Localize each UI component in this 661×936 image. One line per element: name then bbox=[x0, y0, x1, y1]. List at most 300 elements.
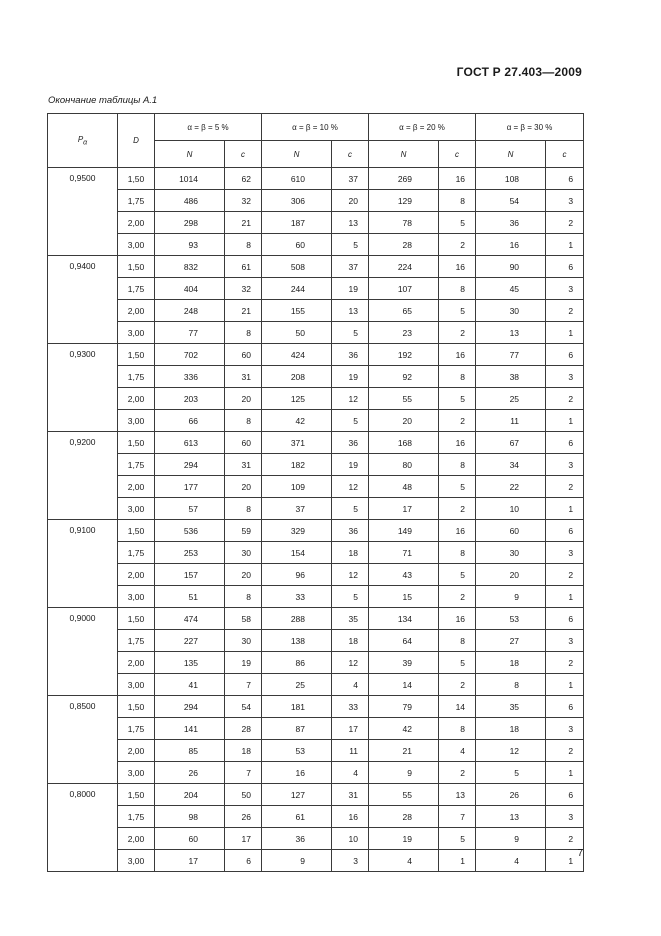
c-value-cell: 32 bbox=[225, 190, 262, 212]
n-value-cell: 168 bbox=[369, 432, 439, 454]
c-value-cell: 8 bbox=[439, 630, 476, 652]
table-row bbox=[48, 366, 584, 388]
n-value-cell: 109 bbox=[262, 476, 332, 498]
n-value-cell: 37 bbox=[262, 498, 332, 520]
table-row bbox=[48, 410, 584, 432]
c-value-cell: 2 bbox=[439, 322, 476, 344]
n-value-cell: 329 bbox=[262, 520, 332, 542]
n-value-cell: 108 bbox=[476, 168, 546, 190]
table-row bbox=[48, 168, 584, 190]
table-body bbox=[48, 168, 584, 872]
d-cell: 1,75 bbox=[118, 190, 155, 212]
d-cell: 3,00 bbox=[118, 762, 155, 784]
d-cell: 2,00 bbox=[118, 300, 155, 322]
n-value-cell: 187 bbox=[262, 212, 332, 234]
c-value-cell: 5 bbox=[439, 388, 476, 410]
sub-header-c: c bbox=[332, 141, 369, 168]
c-value-cell: 18 bbox=[332, 630, 369, 652]
n-value-cell: 1014 bbox=[155, 168, 225, 190]
c-value-cell: 1 bbox=[546, 410, 584, 432]
table-row bbox=[48, 542, 584, 564]
c-value-cell: 2 bbox=[546, 740, 584, 762]
n-value-cell: 10 bbox=[476, 498, 546, 520]
n-value-cell: 36 bbox=[476, 212, 546, 234]
table-row bbox=[48, 256, 584, 278]
n-value-cell: 20 bbox=[369, 410, 439, 432]
table-row bbox=[48, 212, 584, 234]
c-value-cell: 3 bbox=[546, 806, 584, 828]
n-value-cell: 536 bbox=[155, 520, 225, 542]
c-value-cell: 6 bbox=[546, 256, 584, 278]
table-row bbox=[48, 674, 584, 696]
n-value-cell: 294 bbox=[155, 696, 225, 718]
n-value-cell: 16 bbox=[476, 234, 546, 256]
n-value-cell: 298 bbox=[155, 212, 225, 234]
sub-header-c: c bbox=[546, 141, 584, 168]
c-value-cell: 21 bbox=[225, 212, 262, 234]
n-value-cell: 125 bbox=[262, 388, 332, 410]
c-value-cell: 3 bbox=[546, 366, 584, 388]
n-value-cell: 19 bbox=[369, 828, 439, 850]
d-cell: 1,75 bbox=[118, 366, 155, 388]
table-row bbox=[48, 608, 584, 630]
page-number: 7 bbox=[577, 848, 583, 859]
n-value-cell: 77 bbox=[155, 322, 225, 344]
n-value-cell: 50 bbox=[262, 322, 332, 344]
c-value-cell: 5 bbox=[439, 476, 476, 498]
n-value-cell: 85 bbox=[155, 740, 225, 762]
probability-cell: 0,9400 bbox=[48, 256, 118, 344]
n-value-cell: 90 bbox=[476, 256, 546, 278]
c-value-cell: 50 bbox=[225, 784, 262, 806]
n-value-cell: 78 bbox=[369, 212, 439, 234]
d-cell: 2,00 bbox=[118, 564, 155, 586]
n-value-cell: 127 bbox=[262, 784, 332, 806]
c-value-cell: 19 bbox=[332, 366, 369, 388]
c-value-cell: 16 bbox=[439, 168, 476, 190]
n-value-cell: 9 bbox=[262, 850, 332, 872]
n-value-cell: 51 bbox=[155, 586, 225, 608]
n-value-cell: 157 bbox=[155, 564, 225, 586]
n-value-cell: 203 bbox=[155, 388, 225, 410]
n-value-cell: 4 bbox=[476, 850, 546, 872]
c-value-cell: 1 bbox=[546, 674, 584, 696]
n-value-cell: 244 bbox=[262, 278, 332, 300]
n-value-cell: 248 bbox=[155, 300, 225, 322]
n-value-cell: 204 bbox=[155, 784, 225, 806]
n-value-cell: 154 bbox=[262, 542, 332, 564]
n-value-cell: 227 bbox=[155, 630, 225, 652]
c-value-cell: 8 bbox=[439, 542, 476, 564]
c-value-cell: 5 bbox=[439, 300, 476, 322]
n-value-cell: 21 bbox=[369, 740, 439, 762]
c-value-cell: 2 bbox=[546, 476, 584, 498]
probability-cell: 0,9300 bbox=[48, 344, 118, 432]
n-value-cell: 474 bbox=[155, 608, 225, 630]
n-value-cell: 138 bbox=[262, 630, 332, 652]
n-value-cell: 129 bbox=[369, 190, 439, 212]
c-value-cell: 3 bbox=[546, 542, 584, 564]
c-value-cell: 6 bbox=[546, 608, 584, 630]
n-value-cell: 23 bbox=[369, 322, 439, 344]
d-cell: 1,50 bbox=[118, 784, 155, 806]
c-value-cell: 13 bbox=[332, 300, 369, 322]
n-value-cell: 404 bbox=[155, 278, 225, 300]
d-cell: 2,00 bbox=[118, 388, 155, 410]
c-value-cell: 2 bbox=[439, 410, 476, 432]
n-value-cell: 45 bbox=[476, 278, 546, 300]
c-value-cell: 12 bbox=[332, 564, 369, 586]
n-value-cell: 181 bbox=[262, 696, 332, 718]
c-value-cell: 5 bbox=[332, 498, 369, 520]
n-value-cell: 60 bbox=[262, 234, 332, 256]
c-value-cell: 2 bbox=[439, 674, 476, 696]
table-row bbox=[48, 520, 584, 542]
n-value-cell: 27 bbox=[476, 630, 546, 652]
sub-header-n: N bbox=[369, 141, 439, 168]
probability-cell: 0,9100 bbox=[48, 520, 118, 608]
n-value-cell: 71 bbox=[369, 542, 439, 564]
c-value-cell: 2 bbox=[439, 498, 476, 520]
c-value-cell: 8 bbox=[225, 586, 262, 608]
n-value-cell: 14 bbox=[369, 674, 439, 696]
n-value-cell: 53 bbox=[262, 740, 332, 762]
c-value-cell: 59 bbox=[225, 520, 262, 542]
n-value-cell: 18 bbox=[476, 652, 546, 674]
c-value-cell: 16 bbox=[439, 344, 476, 366]
header-row-groups bbox=[48, 114, 584, 141]
n-value-cell: 33 bbox=[262, 586, 332, 608]
d-cell: 3,00 bbox=[118, 498, 155, 520]
c-value-cell: 61 bbox=[225, 256, 262, 278]
c-value-cell: 6 bbox=[546, 696, 584, 718]
d-cell: 3,00 bbox=[118, 322, 155, 344]
n-value-cell: 269 bbox=[369, 168, 439, 190]
n-value-cell: 41 bbox=[155, 674, 225, 696]
n-value-cell: 39 bbox=[369, 652, 439, 674]
n-value-cell: 135 bbox=[155, 652, 225, 674]
n-value-cell: 702 bbox=[155, 344, 225, 366]
c-value-cell: 58 bbox=[225, 608, 262, 630]
c-value-cell: 6 bbox=[546, 344, 584, 366]
n-value-cell: 141 bbox=[155, 718, 225, 740]
n-value-cell: 77 bbox=[476, 344, 546, 366]
c-value-cell: 18 bbox=[225, 740, 262, 762]
c-value-cell: 12 bbox=[332, 388, 369, 410]
c-value-cell: 32 bbox=[225, 278, 262, 300]
c-value-cell: 8 bbox=[225, 322, 262, 344]
c-value-cell: 60 bbox=[225, 344, 262, 366]
table-row bbox=[48, 190, 584, 212]
c-value-cell: 30 bbox=[225, 630, 262, 652]
n-value-cell: 17 bbox=[369, 498, 439, 520]
d-cell: 1,50 bbox=[118, 432, 155, 454]
c-value-cell: 2 bbox=[439, 586, 476, 608]
d-cell: 2,00 bbox=[118, 652, 155, 674]
c-value-cell: 8 bbox=[225, 498, 262, 520]
sub-header-c: c bbox=[225, 141, 262, 168]
c-value-cell: 17 bbox=[225, 828, 262, 850]
c-value-cell: 8 bbox=[225, 410, 262, 432]
col-header-d: D bbox=[118, 114, 155, 168]
n-value-cell: 9 bbox=[476, 586, 546, 608]
n-value-cell: 424 bbox=[262, 344, 332, 366]
probability-cell: 0,9500 bbox=[48, 168, 118, 256]
probability-cell: 0,8000 bbox=[48, 784, 118, 872]
n-value-cell: 67 bbox=[476, 432, 546, 454]
sub-header-c: c bbox=[439, 141, 476, 168]
c-value-cell: 4 bbox=[332, 674, 369, 696]
n-value-cell: 65 bbox=[369, 300, 439, 322]
c-value-cell: 8 bbox=[439, 454, 476, 476]
n-value-cell: 87 bbox=[262, 718, 332, 740]
c-value-cell: 2 bbox=[546, 828, 584, 850]
d-cell: 1,75 bbox=[118, 454, 155, 476]
c-value-cell: 5 bbox=[439, 212, 476, 234]
n-value-cell: 61 bbox=[262, 806, 332, 828]
n-value-cell: 294 bbox=[155, 454, 225, 476]
d-cell: 1,75 bbox=[118, 806, 155, 828]
n-value-cell: 155 bbox=[262, 300, 332, 322]
c-value-cell: 5 bbox=[439, 828, 476, 850]
n-value-cell: 30 bbox=[476, 542, 546, 564]
c-value-cell: 1 bbox=[546, 322, 584, 344]
n-value-cell: 53 bbox=[476, 608, 546, 630]
n-value-cell: 9 bbox=[369, 762, 439, 784]
d-cell: 3,00 bbox=[118, 850, 155, 872]
c-value-cell: 7 bbox=[225, 674, 262, 696]
probability-cell: 0,9200 bbox=[48, 432, 118, 520]
table-row bbox=[48, 278, 584, 300]
c-value-cell: 5 bbox=[332, 234, 369, 256]
c-value-cell: 1 bbox=[546, 762, 584, 784]
c-value-cell: 3 bbox=[546, 278, 584, 300]
table-row bbox=[48, 454, 584, 476]
c-value-cell: 7 bbox=[439, 806, 476, 828]
n-value-cell: 60 bbox=[155, 828, 225, 850]
n-value-cell: 25 bbox=[262, 674, 332, 696]
n-value-cell: 25 bbox=[476, 388, 546, 410]
d-cell: 1,75 bbox=[118, 542, 155, 564]
c-value-cell: 8 bbox=[439, 366, 476, 388]
n-value-cell: 35 bbox=[476, 696, 546, 718]
d-cell: 1,50 bbox=[118, 168, 155, 190]
n-value-cell: 5 bbox=[476, 762, 546, 784]
n-value-cell: 20 bbox=[476, 564, 546, 586]
c-value-cell: 10 bbox=[332, 828, 369, 850]
n-value-cell: 306 bbox=[262, 190, 332, 212]
c-value-cell: 17 bbox=[332, 718, 369, 740]
c-value-cell: 5 bbox=[439, 652, 476, 674]
n-value-cell: 8 bbox=[476, 674, 546, 696]
c-value-cell: 37 bbox=[332, 168, 369, 190]
table-row bbox=[48, 586, 584, 608]
c-value-cell: 20 bbox=[225, 476, 262, 498]
d-cell: 2,00 bbox=[118, 828, 155, 850]
c-value-cell: 16 bbox=[332, 806, 369, 828]
sub-header-n: N bbox=[262, 141, 332, 168]
c-value-cell: 2 bbox=[546, 652, 584, 674]
d-cell: 3,00 bbox=[118, 234, 155, 256]
c-value-cell: 16 bbox=[439, 256, 476, 278]
n-value-cell: 26 bbox=[155, 762, 225, 784]
n-value-cell: 60 bbox=[476, 520, 546, 542]
c-value-cell: 35 bbox=[332, 608, 369, 630]
c-value-cell: 3 bbox=[546, 190, 584, 212]
c-value-cell: 19 bbox=[332, 278, 369, 300]
c-value-cell: 14 bbox=[439, 696, 476, 718]
document-code: ГОСТ Р 27.403—2009 bbox=[456, 65, 582, 79]
table-row bbox=[48, 850, 584, 872]
c-value-cell: 8 bbox=[439, 278, 476, 300]
d-cell: 1,50 bbox=[118, 344, 155, 366]
n-value-cell: 55 bbox=[369, 784, 439, 806]
n-value-cell: 79 bbox=[369, 696, 439, 718]
table-row bbox=[48, 322, 584, 344]
table-row bbox=[48, 828, 584, 850]
c-value-cell: 28 bbox=[225, 718, 262, 740]
c-value-cell: 33 bbox=[332, 696, 369, 718]
c-value-cell: 12 bbox=[332, 652, 369, 674]
group-header: α = β = 20 % bbox=[369, 114, 476, 141]
c-value-cell: 3 bbox=[546, 718, 584, 740]
c-value-cell: 16 bbox=[439, 520, 476, 542]
c-value-cell: 20 bbox=[225, 388, 262, 410]
n-value-cell: 28 bbox=[369, 806, 439, 828]
n-value-cell: 66 bbox=[155, 410, 225, 432]
d-cell: 2,00 bbox=[118, 476, 155, 498]
c-value-cell: 2 bbox=[546, 564, 584, 586]
c-value-cell: 2 bbox=[546, 212, 584, 234]
c-value-cell: 37 bbox=[332, 256, 369, 278]
n-value-cell: 34 bbox=[476, 454, 546, 476]
n-value-cell: 9 bbox=[476, 828, 546, 850]
c-value-cell: 5 bbox=[332, 410, 369, 432]
table-row bbox=[48, 806, 584, 828]
n-value-cell: 613 bbox=[155, 432, 225, 454]
table-row bbox=[48, 432, 584, 454]
table-row bbox=[48, 564, 584, 586]
n-value-cell: 610 bbox=[262, 168, 332, 190]
c-value-cell: 2 bbox=[439, 234, 476, 256]
n-value-cell: 17 bbox=[155, 850, 225, 872]
c-value-cell: 6 bbox=[546, 784, 584, 806]
n-value-cell: 4 bbox=[369, 850, 439, 872]
n-value-cell: 177 bbox=[155, 476, 225, 498]
n-value-cell: 288 bbox=[262, 608, 332, 630]
n-value-cell: 96 bbox=[262, 564, 332, 586]
probability-cell: 0,8500 bbox=[48, 696, 118, 784]
table-row bbox=[48, 344, 584, 366]
c-value-cell: 11 bbox=[332, 740, 369, 762]
n-value-cell: 30 bbox=[476, 300, 546, 322]
table-row bbox=[48, 498, 584, 520]
d-cell: 2,00 bbox=[118, 740, 155, 762]
n-value-cell: 42 bbox=[262, 410, 332, 432]
data-table bbox=[47, 113, 584, 872]
c-value-cell: 16 bbox=[439, 608, 476, 630]
c-value-cell: 5 bbox=[439, 564, 476, 586]
table-row bbox=[48, 696, 584, 718]
n-value-cell: 26 bbox=[476, 784, 546, 806]
n-value-cell: 107 bbox=[369, 278, 439, 300]
c-value-cell: 8 bbox=[439, 718, 476, 740]
c-value-cell: 31 bbox=[225, 454, 262, 476]
n-value-cell: 13 bbox=[476, 322, 546, 344]
c-value-cell: 60 bbox=[225, 432, 262, 454]
n-value-cell: 42 bbox=[369, 718, 439, 740]
c-value-cell: 1 bbox=[439, 850, 476, 872]
table-row bbox=[48, 762, 584, 784]
sub-header-n: N bbox=[155, 141, 225, 168]
c-value-cell: 6 bbox=[546, 520, 584, 542]
d-cell: 1,75 bbox=[118, 278, 155, 300]
n-value-cell: 92 bbox=[369, 366, 439, 388]
n-value-cell: 93 bbox=[155, 234, 225, 256]
n-value-cell: 11 bbox=[476, 410, 546, 432]
c-value-cell: 18 bbox=[332, 542, 369, 564]
c-value-cell: 2 bbox=[546, 300, 584, 322]
d-cell: 3,00 bbox=[118, 410, 155, 432]
d-cell: 1,50 bbox=[118, 696, 155, 718]
probability-cell: 0,9000 bbox=[48, 608, 118, 696]
table-row bbox=[48, 630, 584, 652]
n-value-cell: 508 bbox=[262, 256, 332, 278]
c-value-cell: 19 bbox=[225, 652, 262, 674]
c-value-cell: 12 bbox=[332, 476, 369, 498]
n-value-cell: 224 bbox=[369, 256, 439, 278]
n-value-cell: 12 bbox=[476, 740, 546, 762]
c-value-cell: 62 bbox=[225, 168, 262, 190]
table-row bbox=[48, 718, 584, 740]
d-cell: 3,00 bbox=[118, 586, 155, 608]
c-value-cell: 1 bbox=[546, 586, 584, 608]
c-value-cell: 8 bbox=[439, 190, 476, 212]
n-value-cell: 13 bbox=[476, 806, 546, 828]
c-value-cell: 7 bbox=[225, 762, 262, 784]
n-value-cell: 64 bbox=[369, 630, 439, 652]
c-value-cell: 26 bbox=[225, 806, 262, 828]
c-value-cell: 1 bbox=[546, 850, 584, 872]
c-value-cell: 21 bbox=[225, 300, 262, 322]
c-value-cell: 2 bbox=[546, 388, 584, 410]
c-value-cell: 13 bbox=[332, 212, 369, 234]
c-value-cell: 31 bbox=[332, 784, 369, 806]
c-value-cell: 5 bbox=[332, 586, 369, 608]
c-value-cell: 4 bbox=[439, 740, 476, 762]
c-value-cell: 54 bbox=[225, 696, 262, 718]
d-cell: 3,00 bbox=[118, 674, 155, 696]
n-value-cell: 55 bbox=[369, 388, 439, 410]
n-value-cell: 86 bbox=[262, 652, 332, 674]
d-cell: 1,50 bbox=[118, 256, 155, 278]
table-row bbox=[48, 652, 584, 674]
c-value-cell: 4 bbox=[332, 762, 369, 784]
group-header: α = β = 5 % bbox=[155, 114, 262, 141]
c-value-cell: 1 bbox=[546, 234, 584, 256]
d-cell: 1,75 bbox=[118, 630, 155, 652]
c-value-cell: 5 bbox=[332, 322, 369, 344]
sub-header-n: N bbox=[476, 141, 546, 168]
n-value-cell: 832 bbox=[155, 256, 225, 278]
c-value-cell: 36 bbox=[332, 520, 369, 542]
n-value-cell: 253 bbox=[155, 542, 225, 564]
n-value-cell: 192 bbox=[369, 344, 439, 366]
n-value-cell: 18 bbox=[476, 718, 546, 740]
c-value-cell: 16 bbox=[439, 432, 476, 454]
n-value-cell: 22 bbox=[476, 476, 546, 498]
table-row bbox=[48, 740, 584, 762]
